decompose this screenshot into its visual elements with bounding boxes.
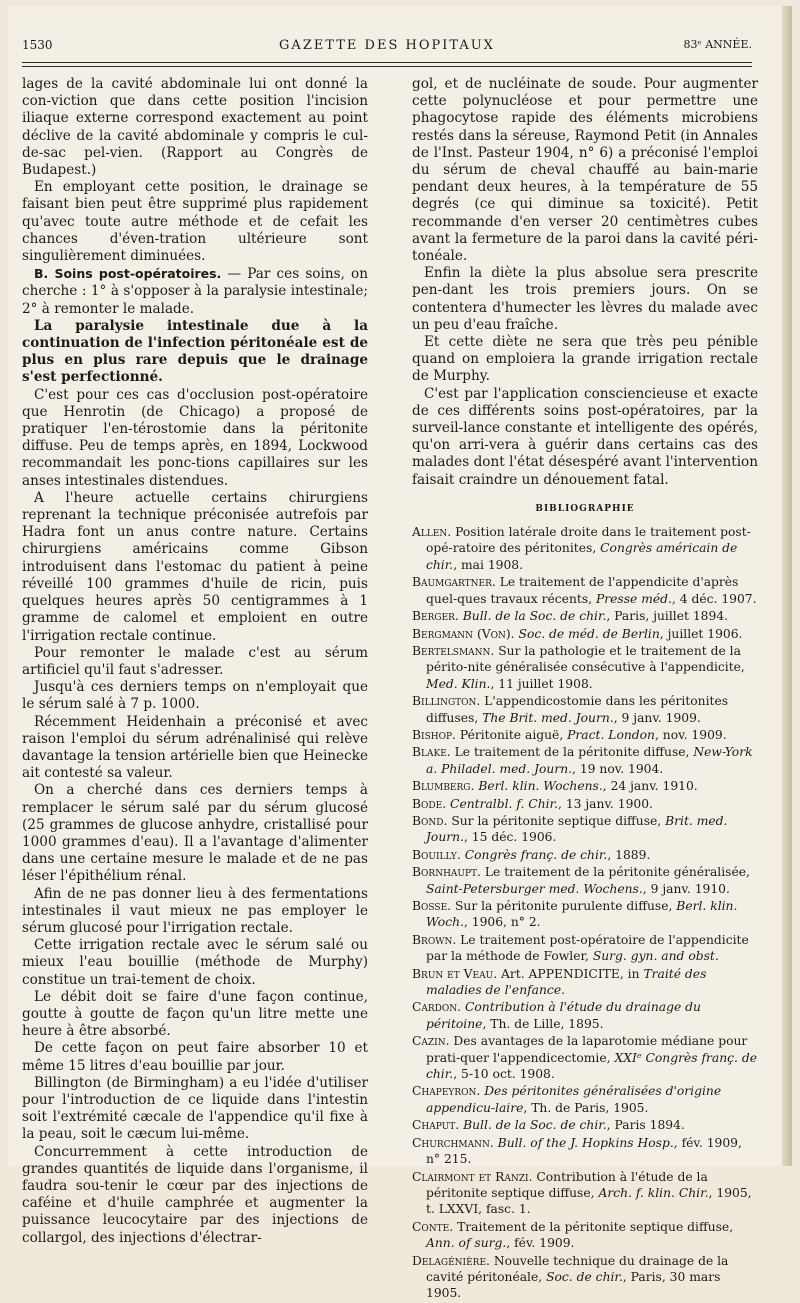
paragraph: Le débit doit se faire d'une façon continue, goutte à goutte de façon qu'un litre mette une heure à être absorbé.	[22, 988, 368, 1040]
bibliography-details: , fév. 1909, n° 215.	[426, 1135, 742, 1167]
bibliography-author: Cazin.	[412, 1034, 450, 1049]
paragraph: Concurremment à cette introduction de grandes quantités de liquide dans l'organisme, il faudra sou-tenir le cœur par des injections de caféine et d'huile camphrée et augmenter la puissance leucocytaire par des injections de collargol, des injections d'électrar-	[22, 1143, 368, 1246]
paragraph: Récemment Heidenhain a préconisé et avec raison l'emploi du sérum adrénalinisé qui relève davantage la tension artérielle bien que Heinecke ait contesté sa valeur.	[22, 713, 368, 782]
left-column	[22, 76, 368, 1247]
bibliography-source: Contribution à l'étude du drainage du péritoine	[426, 1000, 701, 1031]
paragraph: Pour remonter le malade c'est au sérum artificiel qu'il faut s'adresser.	[22, 644, 368, 678]
bibliography-text: Sur la péritonite septique diffuse,	[447, 813, 666, 828]
bibliography-source: Med. Klin.	[426, 676, 491, 691]
paragraph: Jusqu'à ces derniers temps on n'employait que le sérum salé à 7 p. 1000.	[22, 679, 368, 713]
bibliography-details: , Th. de Paris, 1905.	[523, 1100, 649, 1115]
bibliography-text: Traitement de la péritonite septique diffuse,	[453, 1219, 734, 1234]
bibliography-author: Clairmont et Ranzi.	[412, 1169, 533, 1184]
bibliography-source: Bull. of the J. Hopkins Hosp.	[497, 1135, 674, 1150]
bibliography-source: Congrès franç. de chir.	[464, 847, 608, 862]
bibliography-text: Le traitement de l'appendicite d'après quel-ques travaux récents,	[426, 575, 739, 606]
bibliography-source: Des péritonites généralisées d'origine appendicu-laire	[426, 1084, 722, 1115]
bibliography-author: Churchmann.	[412, 1135, 494, 1150]
bibliography-source: The Brit. med. Journ.	[482, 710, 614, 725]
section-text: — Par ces soins, on cherche : 1° à s'opposer à la paralysie intestinale; 2° à remonter le malade.	[22, 266, 368, 317]
bibliography-author: Chapeyron.	[412, 1084, 481, 1099]
bibliography-details: , Paris 1894.	[606, 1118, 685, 1133]
bibliography-text: Des avantages de la laparotomie médiane pour prati-quer l'appendicectomie,	[426, 1034, 748, 1065]
bibliography-details: , 15 déc. 1906.	[463, 830, 557, 845]
bibliography-entry	[412, 932, 758, 965]
running-header	[22, 38, 752, 58]
bibliography-source: Pract. London	[567, 727, 655, 742]
bibliography-entry	[412, 813, 758, 846]
bibliography-author: Conte.	[412, 1219, 454, 1234]
bibliography-author: Bond.	[412, 813, 448, 828]
bibliography-entry	[412, 1169, 758, 1218]
bibliography-source: Surg. gyn. and obst.	[592, 949, 719, 964]
bibliography-entry	[412, 966, 758, 999]
bibliography-entry	[412, 626, 758, 642]
bibliography-entry	[412, 744, 758, 777]
bibliography-entry	[412, 898, 758, 931]
bibliography-entry	[412, 999, 758, 1032]
paragraph: lages de la cavité abdominale lui ont donné la con-viction que dans cette position l'incision iliaque externe correspond exactement au point déclive de la cavité abdominale y compris le cul-de-sac pel-vien. (Rapport au Congrès de Budapest.)	[22, 76, 368, 179]
bibliography-author: Blumberg.	[412, 779, 475, 794]
paragraph: Cette irrigation rectale avec le sérum salé ou mieux l'eau bouillie (méthode de Murphy) constitue un trai-tement de choix.	[22, 937, 368, 988]
bibliography-details: , juillet 1906.	[659, 626, 743, 641]
bibliography-source: Brit. med. Journ.	[426, 813, 728, 845]
bibliography-author: Brun et Veau.	[412, 966, 498, 981]
bibliography-entry	[412, 1083, 758, 1116]
bibliography-entry	[412, 1253, 758, 1302]
bibliography-source: XXIᵉ Congrès franç. de chir.	[426, 1050, 758, 1082]
bibliography-details: , nov. 1909.	[654, 727, 727, 742]
bibliography-source: Ann. of surg.	[426, 1236, 507, 1251]
bibliography-details: , 24 janv. 1910.	[602, 779, 698, 794]
paragraph: A l'heure actuelle certains chirurgiens reprenant la technique préconisée autrefois par Hadra font un anus contre nature. Certains chirurgiens américains comme Gibson introduisent dans l'estomac du patient à peine réveillé 100 grammes d'huile de ricin, puis quelques heures après 50 centigrammes à 1 gramme de calomel et emploient en outre l'irrigation rectale continue.	[22, 489, 368, 644]
bibliography-details: , fév. 1909.	[506, 1236, 575, 1251]
paragraph: La paralysie intestinale due à la continuation de l'infection péritonéale est de plus en plus rare depuis que le drainage s'est perfectionné.	[22, 317, 368, 386]
bibliography-text: Sur la pathologie et le traitement de la périto-nite généralisée consécutive à l'appendicite,	[426, 643, 745, 675]
bibliography-text: Contribution à l'étude de la péritonite septique diffuse,	[426, 1169, 708, 1200]
bibliography-entry	[412, 608, 758, 624]
bibliography-entry	[412, 1135, 758, 1168]
bibliography-entry	[412, 1117, 758, 1133]
bibliography-details: , Th. de Lille, 1895.	[482, 1016, 604, 1031]
bibliography-entry	[412, 796, 758, 812]
bibliography-details: , 9 janv. 1910.	[642, 881, 730, 896]
bibliography-text: Sur la péritonite purulente diffuse,	[451, 899, 677, 914]
bibliography-source: Presse méd.	[595, 591, 672, 606]
bibliography-details: , 9 janv. 1909.	[613, 710, 701, 725]
bibliography-entry	[412, 1033, 758, 1082]
paragraph: C'est par l'application consciencieuse et exacte de ces différents soins post-opératoires, par la surveil-lance constante et intelligente des opérés, qu'on arri-vera à guérir dans certains cas des malades dont l'état désespéré avant l'intervention faisait craindre un dénouement fatal.	[412, 385, 758, 488]
bibliography-text: L'appendicostomie dans les péritonites diffuses,	[426, 694, 729, 725]
bibliography-details: , 1906, n° 2.	[463, 915, 541, 930]
right-column	[412, 76, 758, 1303]
bibliography-entry	[412, 643, 758, 692]
bibliography-details: , 4 déc. 1907.	[671, 591, 757, 606]
paragraph: Billington (de Birmingham) a eu l'idée d'utiliser pour l'introduction de ce liquide dans l'intestin soit l'extrémité cæcale de l'appendice qu'il fixe à la peau, soit le cæcum lui-même.	[22, 1074, 368, 1143]
bibliography-entry	[412, 864, 758, 897]
bibliography-entry	[412, 693, 758, 726]
paragraph: Enfin la diète la plus absolue sera prescrite pen-dant les trois premiers jours. On se contentera d'humecter les lèvres du malade avec un peu d'eau fraîche.	[412, 265, 758, 333]
header-rule	[22, 62, 752, 63]
bibliography-text: Le traitement post-opératoire de l'appendicite par la méthode de Fowler,	[426, 932, 749, 964]
bibliography-entry	[412, 847, 758, 863]
bibliography-entry	[412, 778, 758, 794]
bibliography-source: Traité des maladies de l'enfance.	[426, 966, 707, 998]
bibliography-entry	[412, 524, 758, 573]
bibliography-author: Allen.	[412, 525, 452, 540]
bibliography-author: Delagénière.	[412, 1253, 490, 1268]
page-edge	[782, 6, 792, 1166]
bibliography-heading: BIBLIOGRAPHIE	[535, 503, 635, 514]
bibliography-details: , 1889.	[607, 847, 651, 862]
bibliography-source: Berl. klin. Woch.	[426, 899, 738, 930]
bibliography-text: Le traitement de la péritonite diffuse,	[450, 745, 694, 760]
paragraph: gol, et de nucléinate de soude. Pour augmenter cette polynucléose et pour permettre une phagocytose rapide des éléments microbiens restés dans la séreuse, Raymond Petit (in Annales de l'Inst. Pasteur 1904, n° 6) a préconisé l'emploi du sérum de cheval chauffé au bain-marie pendant deux heures, à la température de 55 degrés (ce qui diminue sa toxicité). Petit recommande d'en verser 20 centimètres cubes avant la fermeture de la paroi dans la cavité péri-tonéale.	[412, 76, 758, 265]
bibliography-details: , 5-10 oct. 1908.	[453, 1067, 555, 1082]
section-heading	[22, 265, 368, 318]
paragraph: De cette façon on peut faire absorber 10 et même 15 litres d'eau bouillie par jour.	[22, 1040, 368, 1074]
bibliography-source: Bull. de la Soc. de chir.	[462, 609, 607, 624]
bibliography-author: Chaput.	[412, 1118, 460, 1133]
journal-title: GAZETTE DES HOPITAUX	[279, 38, 495, 53]
bibliography-author: Bode.	[412, 796, 447, 811]
bibliography-author: Baumgartner.	[412, 575, 496, 590]
bibliography-source: Congrès américain de chir.	[426, 541, 738, 572]
bibliography-author: Billington.	[412, 694, 481, 709]
bibliography-source: Soc. de chir.	[546, 1269, 623, 1284]
paragraph: C'est pour ces cas d'occlusion post-opératoire que Henrotin (de Chicago) a proposé de pratiquer l'en-térostomie dans la péritonite diffuse. Peu de temps après, en 1894, Lockwood recommandait les ponc-tions capillaires sur les anses intestinales distendues.	[22, 386, 368, 489]
bibliography-details: , 19 nov. 1904.	[572, 761, 664, 776]
bibliography-text: Position latérale droite dans le traitement post-opé-ratoire des péritonites,	[426, 525, 751, 556]
bibliography-author: Blake.	[412, 745, 451, 760]
bibliography-text: Art. APPENDICITE, in	[497, 966, 644, 981]
bibliography-entry	[412, 727, 758, 743]
bibliography-text: Le traitement de la péritonite généralisée,	[480, 865, 750, 880]
bibliography-source: Arch. f. klin. Chir.	[598, 1185, 709, 1200]
bibliography-text: Nouvelle technique du drainage de la cavité péritonéale,	[426, 1253, 729, 1284]
bibliography-source: Berl. klin. Wochens.	[478, 779, 603, 794]
page-number: 1530	[22, 38, 53, 52]
paragraph: On a cherché dans ces derniers temps à remplacer le sérum salé par du sérum glucosé (25 grammes de glucose anhydre, cristallisé pour 1000 grammes d'eau). Il a l'avantage d'alimenter dans une certaine mesure le malade et de ne pas léser l'épithélium rénal.	[22, 782, 368, 885]
bibliography-details: , 1905, t. LXXVI, fasc. 1.	[426, 1185, 752, 1217]
bibliography-text: Péritonite aiguë,	[455, 727, 568, 742]
bibliography-entry	[412, 574, 758, 607]
bibliography-details: , mai 1908.	[453, 557, 524, 572]
header-rule-thin	[22, 66, 752, 67]
bibliography-source: Soc. de méd. de Berlin	[518, 626, 660, 641]
bibliography-author: Brown.	[412, 932, 457, 947]
bibliography-author: Cardon.	[412, 1000, 462, 1015]
bibliography-source: New-York a. Philadel. med. Journ.	[426, 745, 753, 776]
bibliography-author: Bornhaupt.	[412, 865, 481, 880]
bibliography-source: Bull. de la Soc. de chir.	[463, 1118, 607, 1133]
year-label: 83ᵉ ANNÉE.	[683, 38, 752, 51]
bibliography-source: Centralbl. f. Chir.	[450, 796, 558, 811]
bibliography-author: Bishop.	[412, 727, 456, 742]
paragraph: En employant cette position, le drainage se faisant bien peut être supprimé plus rapidement qu'avec toute autre méthode et de cefait les chances d'éven-tration ultérieure sont singulièrement diminuées.	[22, 179, 368, 265]
paragraph: Afin de ne pas donner lieu à des fermentations intestinales il vaut mieux ne pas employer le sérum glucosé pour l'irrigation rectale.	[22, 885, 368, 936]
bibliography-details: , 13 janv. 1900.	[558, 796, 653, 811]
bibliography-author: Bertelsmann.	[412, 643, 495, 658]
paragraph: Et cette diète ne sera que très peu pénible quand on emploiera la grande irrigation rectale de Murphy.	[412, 334, 758, 385]
bibliography-details: , Paris, 30 mars 1905.	[426, 1269, 721, 1301]
section-label: B. Soins post-opératoires.	[34, 266, 222, 282]
bibliography-author: Bouilly.	[412, 847, 461, 862]
bibliography-details: , Paris, juillet 1894.	[606, 609, 729, 624]
bibliography-author: Bosse.	[412, 899, 452, 914]
bibliography-source: Saint-Petersburger med. Wochens.	[426, 881, 643, 896]
bibliography-list	[412, 524, 758, 1302]
bibliography-entry	[412, 1219, 758, 1252]
bibliography-author: Bergmann (Von).	[412, 626, 515, 641]
bibliography-details: , 11 juillet 1908.	[490, 676, 593, 691]
bibliography-author: Berger.	[412, 609, 459, 624]
